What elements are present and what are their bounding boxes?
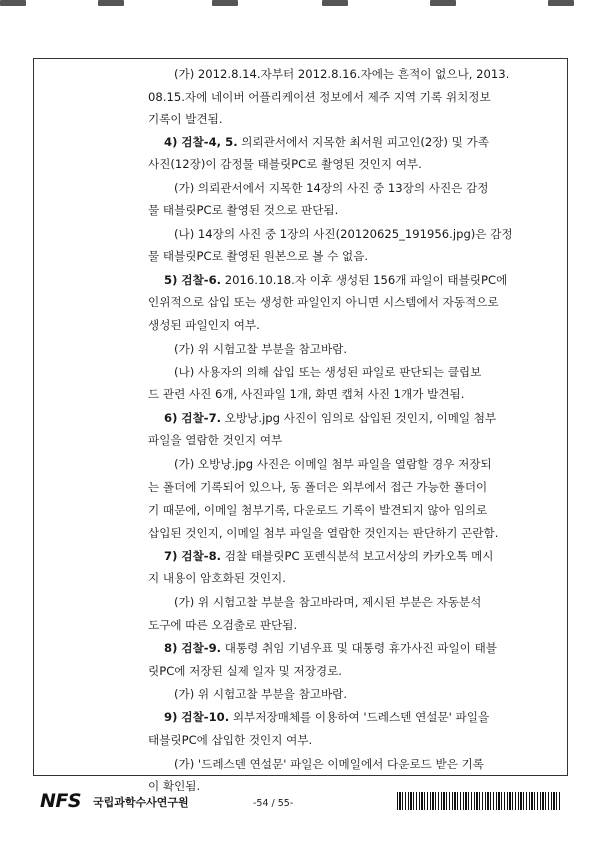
item-heading: 6) 검찰-7. (164, 411, 222, 425)
item-heading: 7) 검찰-8. (164, 549, 222, 563)
paragraph-line: 생성된 파일인지 여부. (148, 318, 260, 332)
item-question: 대통령 취임 기념우표 및 대통령 휴가사진 파일이 태블 (224, 641, 497, 655)
scan-mark (212, 0, 238, 6)
top-scan-marks (0, 0, 600, 12)
page-number: -54 / 55- (253, 798, 294, 809)
paragraph-line: 지 내용이 암호화된 것인지. (148, 571, 286, 585)
item-question: 오방낭.jpg 사진이 임의로 삽입된 것인지, 이메일 첨부 (224, 411, 497, 425)
paragraph-line: (가) 의뢰관서에서 지목한 14장의 사진 중 13장의 사진은 감정 (174, 181, 489, 195)
paragraph-line: (가) 오방낭.jpg 사진은 이메일 첨부 파일을 열람할 경우 저장되 (174, 457, 492, 471)
item-question: 의뢰관서에서 지목한 최서원 피고인(2장) 및 가족 (241, 135, 489, 149)
item-question: 2016.10.18.자 이후 생성된 156개 파일이 태블릿PC에 (224, 273, 508, 287)
paragraph-line: 도구에 따른 오검출로 판단됨. (148, 618, 298, 632)
item-question: 외부저장매체를 이용하여 '드레스덴 연설문' 파일을 (232, 710, 490, 724)
paragraph-line: 사진(12장)이 감정물 태블릿PC로 촬영된 것인지 여부. (148, 157, 422, 171)
item-heading-line (164, 134, 600, 150)
paragraph-line: 물 태블릿PC로 촬영된 것으로 판단됨. (148, 203, 339, 217)
paragraph-line: 파일을 열람한 것인지 여부 (148, 433, 283, 447)
scan-mark (548, 0, 574, 6)
item-heading-line (164, 272, 600, 288)
paragraph-line: 는 폴더에 기록되어 있으나, 동 폴더은 외부에서 접근 가능한 폴더이 (148, 480, 488, 494)
barcode-image (397, 792, 560, 810)
paragraph-line: (가) 위 시험고찰 부분을 참고바라며, 제시된 부분은 자동분석 (174, 595, 482, 609)
item-heading: 4) 검찰-4, 5. (164, 135, 238, 149)
item-heading: 9) 검찰-10. (164, 710, 230, 724)
item-question: 검찰 태블릿PC 포렌식분석 보고서상의 카카오톡 메시 (224, 549, 494, 563)
scan-mark (430, 0, 456, 6)
paragraph-line: 태블릿PC에 삽입한 것인지 여부. (148, 733, 313, 747)
item-heading-line (164, 709, 600, 725)
organization-name: 국립과학수사연구원 (93, 796, 189, 809)
paragraph-line: 이 확인됨. (148, 779, 201, 793)
item-heading: 5) 검찰-6. (164, 273, 222, 287)
paragraph-line: (가) 위 시험고찰 부분을 참고바람. (174, 687, 348, 701)
paragraph-line: 기록이 발견됨. (148, 112, 223, 126)
item-heading-line (164, 640, 600, 656)
scan-mark (98, 0, 124, 6)
paragraph-line: 08.15.자에 네이버 어플리케이션 정보에서 제주 지역 기록 위치정보 (148, 90, 491, 104)
paragraph-line: (나) 사용자의 의해 삽입 또는 생성된 파일로 판단되는 클립보 (174, 365, 482, 379)
paragraph-line: (가) 위 시험고찰 부분을 참고바람. (174, 342, 348, 356)
paragraph-line: 릿PC에 저장된 실제 일자 및 저장경로. (148, 664, 342, 678)
paragraph-line: 삽입된 것인지, 이메일 첨부 파일을 열람한 것인지는 판단하기 곤란함. (148, 526, 499, 540)
item-heading: 8) 검찰-9. (164, 641, 222, 655)
paragraph-line: (나) 14장의 사진 중 1장의 사진(20120625_191956.jpg)은 감정 (174, 227, 513, 241)
nfs-logo: NFS (40, 790, 82, 812)
item-heading-line (164, 410, 600, 426)
page-footer (40, 790, 560, 812)
paragraph-line: 물 태블릿PC로 촬영된 원본으로 볼 수 없음. (148, 249, 369, 263)
paragraph-line: 인위적으로 삽입 또는 생성한 파일인지 아니면 시스템에서 자동적으로 (148, 295, 499, 309)
scan-mark (0, 0, 26, 6)
item-heading-line (164, 548, 600, 564)
scan-mark (322, 0, 348, 6)
paragraph-line: 기 때문에, 이메일 첨부기록, 다운로드 기록이 발견되지 않아 임의로 (148, 503, 488, 517)
paragraph-line: (가) '드레스덴 연설문' 파일은 이메일에서 다운로드 받은 기록 (174, 757, 485, 771)
paragraph-line: 드 관련 사진 6개, 사진파일 1개, 화면 캡쳐 사진 1개가 발견됨. (148, 387, 465, 401)
paragraph-line: (가) 2012.8.14.자부터 2012.8.16.자에는 흔적이 없으나, 2013. (174, 67, 510, 81)
